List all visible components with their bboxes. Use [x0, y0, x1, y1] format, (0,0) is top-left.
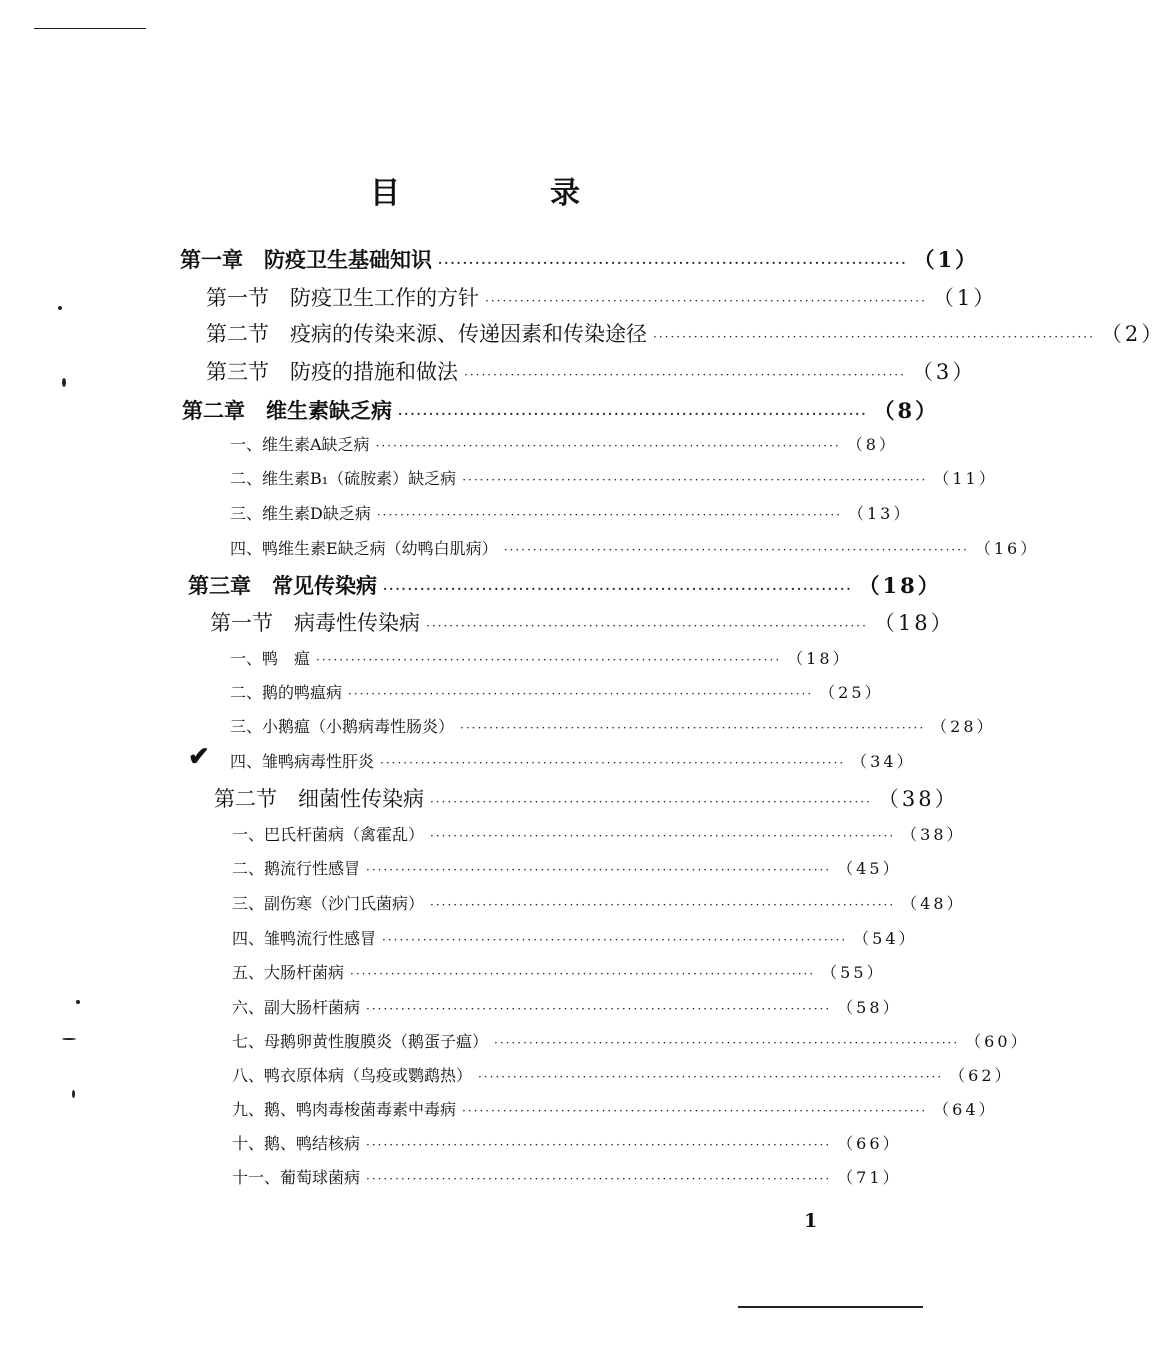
- toc-entry-page: （54）: [853, 929, 918, 948]
- toc-entry: [232, 995, 902, 1018]
- checkmark-icon: ✔: [188, 742, 210, 772]
- toc-entry-page: （3）: [911, 360, 977, 384]
- leader-dots: ················································································: [430, 829, 896, 843]
- toc-entry: [230, 536, 1040, 559]
- leader-dots: ············································································: [653, 330, 1095, 344]
- leader-dots: ················································································: [366, 863, 832, 877]
- toc-entry-label: 三、副伤寒（沙门氏菌病）: [232, 894, 425, 913]
- leader-dots: ················································································: [382, 933, 848, 947]
- leader-dots: ················································································: [494, 1036, 960, 1050]
- toc-entry: [232, 822, 966, 845]
- toc-entry-page: （2）: [1100, 322, 1165, 346]
- toc-entry-page: （18）: [873, 611, 955, 635]
- toc-entry-page: （58）: [837, 998, 902, 1017]
- toc-entry: [232, 1029, 1030, 1052]
- leader-dots: ············································································: [485, 294, 927, 308]
- toc-entry-label: 七、母鹅卵黄性腹膜炎（鹅蛋子瘟）: [232, 1032, 489, 1051]
- leader-dots: ················································································: [460, 721, 926, 735]
- toc-entry-label: 六、副大肠杆菌病: [232, 998, 361, 1017]
- toc-entry-label: 第一节 防疫卫生工作的方针: [206, 286, 479, 310]
- toc-entry-label: 第三章 常见传染病: [188, 573, 377, 598]
- scan-speck: [62, 1038, 76, 1040]
- toc-entry: [232, 926, 918, 949]
- toc-entry-page: （45）: [837, 859, 902, 878]
- toc-entry-label: 二、维生素B₁（硫胺素）缺乏病: [230, 469, 457, 488]
- toc-entry-label: 第一节 病毒性传染病: [210, 611, 420, 635]
- toc-entry: [182, 395, 940, 425]
- toc-entry: [188, 570, 942, 600]
- leader-dots: ············································································: [430, 795, 872, 809]
- toc-entry-page: （18）: [787, 649, 852, 668]
- toc-entry-label: 一、巴氏杆菌病（禽霍乱）: [232, 825, 425, 844]
- leader-dots: ················································································: [376, 508, 842, 522]
- toc-entry: [232, 960, 886, 983]
- toc-entry-page: （16）: [974, 539, 1040, 558]
- page-title: 目 录: [370, 176, 640, 211]
- page-number: 1: [804, 1210, 818, 1232]
- toc-entry-label: 十一、葡萄球菌病: [232, 1168, 361, 1187]
- toc-entry-page: （60）: [965, 1032, 1030, 1051]
- scan-artifact-line: [738, 1306, 923, 1308]
- toc-entry-label: 一、鸭 瘟: [230, 649, 311, 668]
- toc-entry: [230, 432, 898, 455]
- leader-dots: ················································································: [375, 439, 841, 453]
- scan-speck: [76, 1000, 80, 1004]
- toc-entry: [210, 607, 955, 637]
- leader-dots: ············································································: [464, 368, 906, 382]
- toc-entry: [214, 783, 959, 813]
- leader-dots: ············································································: [438, 256, 908, 270]
- leader-dots: ················································································: [478, 1070, 944, 1084]
- toc-entry-label: 九、鹅、鸭肉毒梭菌毒素中毒病: [232, 1100, 457, 1119]
- leader-dots: ················································································: [350, 967, 816, 981]
- toc-entry-page: （66）: [837, 1134, 902, 1153]
- toc-entry: [232, 1063, 1014, 1086]
- toc-entry-label: 二、鹅流行性感冒: [232, 859, 361, 878]
- toc-entry: [206, 356, 977, 386]
- toc-entry-page: （48）: [901, 894, 966, 913]
- toc-entry-label: 四、雏鸭流行性感冒: [232, 929, 377, 948]
- toc-entry-label: 第三节 防疫的措施和做法: [206, 360, 458, 384]
- toc-entry-label: 第一章 防疫卫生基础知识: [180, 247, 432, 272]
- toc-entry-label: 三、小鹅瘟（小鹅病毒性肠炎）: [230, 717, 455, 736]
- toc-entry-page: （55）: [821, 963, 886, 982]
- toc-entry-label: 二、鹅的鸭瘟病: [230, 683, 343, 702]
- toc-entry-label: 三、维生素D缺乏病: [230, 504, 371, 523]
- toc-entry: [230, 466, 998, 489]
- toc-entry-page: （71）: [837, 1168, 902, 1187]
- toc-entry-label: 第二节 疫病的传染来源、传递因素和传染途径: [206, 322, 647, 346]
- leader-dots: ················································································: [503, 543, 969, 557]
- toc-entry-label: 八、鸭衣原体病（鸟疫或鹦鹉热）: [232, 1066, 473, 1085]
- toc-entry: [232, 1097, 998, 1120]
- leader-dots: ············································································: [383, 582, 853, 596]
- leader-dots: ················································································: [462, 473, 928, 487]
- leader-dots: ············································································: [398, 407, 868, 421]
- toc-entry: [206, 318, 1165, 348]
- toc-entry-label: 十、鹅、鸭结核病: [232, 1134, 361, 1153]
- leader-dots: ················································································: [348, 687, 814, 701]
- toc-entry: [232, 1165, 902, 1188]
- leader-dots: ················································································: [316, 653, 782, 667]
- toc-entry: [206, 282, 998, 312]
- toc-entry-page: （38）: [901, 825, 966, 844]
- toc-entry: [230, 680, 884, 703]
- toc-entry-page: （64）: [933, 1100, 998, 1119]
- toc-entry-page: （18）: [858, 573, 942, 598]
- leader-dots: ················································································: [430, 898, 896, 912]
- leader-dots: ················································································: [366, 1138, 832, 1152]
- toc-entry-page: （8）: [873, 398, 940, 423]
- toc-entry-page: （38）: [877, 787, 959, 811]
- toc-entry-page: （11）: [933, 469, 998, 488]
- toc-entry-label: 四、鸭维生素E缺乏病（幼鸭白肌病）: [230, 539, 498, 558]
- leader-dots: ················································································: [366, 1002, 832, 1016]
- toc-entry-page: （1）: [913, 247, 980, 272]
- toc-entry-label: 第二章 维生素缺乏病: [182, 398, 392, 423]
- toc-entry: [180, 244, 980, 274]
- leader-dots: ············································································: [426, 619, 868, 633]
- toc-entry-page: （13）: [848, 504, 913, 523]
- toc-entry-page: （34）: [851, 752, 916, 771]
- toc-entry: [230, 646, 852, 669]
- scan-speck: [72, 1090, 75, 1098]
- toc-entry-page: （25）: [819, 683, 884, 702]
- toc-entry: [230, 714, 996, 737]
- toc-entry-label: 五、大肠杆菌病: [232, 963, 345, 982]
- toc-entry: [232, 856, 902, 879]
- leader-dots: ················································································: [462, 1104, 928, 1118]
- leader-dots: ················································································: [366, 1172, 832, 1186]
- scan-speck: [62, 378, 66, 387]
- scan-artifact-line: [34, 28, 146, 29]
- toc-entry-label: 四、雏鸭病毒性肝炎: [230, 752, 375, 771]
- toc-entry-page: （8）: [846, 435, 898, 454]
- toc-entry-label: 一、维生素A缺乏病: [230, 435, 370, 454]
- toc-entry: [232, 1131, 902, 1154]
- toc-entry-page: （1）: [932, 286, 998, 310]
- toc-entry: [230, 501, 913, 524]
- toc-entry: [230, 749, 916, 772]
- toc-entry-page: （28）: [931, 717, 996, 736]
- leader-dots: ················································································: [380, 756, 846, 770]
- toc-entry: [232, 891, 966, 914]
- toc-entry-page: （62）: [949, 1066, 1014, 1085]
- toc-entry-label: 第二节 细菌性传染病: [214, 787, 424, 811]
- scan-speck: [58, 306, 62, 310]
